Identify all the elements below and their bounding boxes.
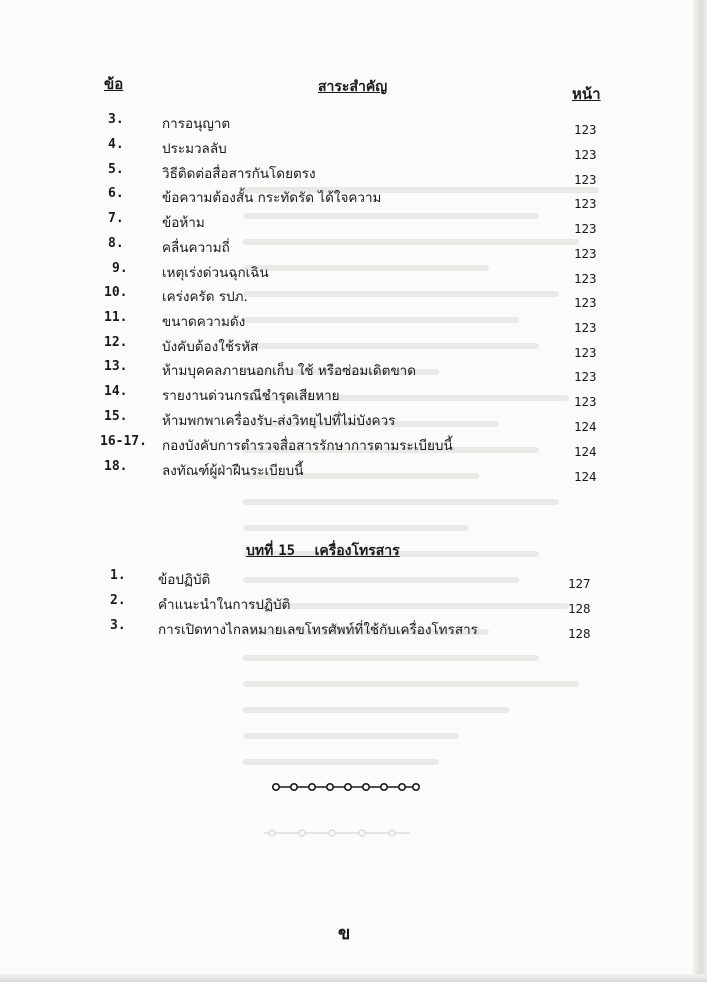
item-text: กองบังคับการตำรวจสื่อสารรักษาการตามระเบียบนี้ xyxy=(162,438,453,454)
item-text: ห้ามบุคคลภายนอกเก็บ ใช้ หรือซ่อมเดิตขาด xyxy=(162,363,417,379)
item-number: 11. xyxy=(104,310,128,325)
toc-row xyxy=(0,186,707,211)
item-page: 123 xyxy=(574,172,597,187)
item-page: 128 xyxy=(568,601,591,616)
bleed-through-divider xyxy=(262,826,412,840)
item-number: 8. xyxy=(108,236,124,251)
item-number: 16-17. xyxy=(100,434,147,449)
item-text: ห้ามพกพาเครื่องรับ-ส่งวิทยุไปที่ไม่บังควร xyxy=(162,413,396,429)
toc-row xyxy=(0,137,707,162)
item-number: 1. xyxy=(110,568,126,583)
item-text: บังคับต้องใช้รหัส xyxy=(162,339,259,355)
item-text: เหตุเร่งด่วนฉุกเฉิน xyxy=(162,265,269,281)
item-page: 124 xyxy=(574,469,597,484)
item-page: 124 xyxy=(574,444,597,459)
item-number: 7. xyxy=(108,211,124,226)
item-page: 123 xyxy=(574,147,597,162)
item-text: วิธีติดต่อสื่อสารกันโดยตรง xyxy=(162,166,316,182)
item-text: เคร่งครัด รปภ. xyxy=(162,289,248,305)
toc-row xyxy=(0,261,707,286)
item-text: ประมวลลับ xyxy=(162,141,227,157)
toc-row xyxy=(0,285,707,310)
toc-row xyxy=(0,459,707,484)
item-number: 6. xyxy=(108,186,124,201)
item-text: ข้อความต้องสั้น กระทัดรัด ได้ใจความ xyxy=(162,190,382,206)
chapter-heading xyxy=(246,540,400,562)
item-number: 12. xyxy=(104,335,128,350)
toc-row xyxy=(0,112,707,137)
item-number: 3. xyxy=(108,112,124,127)
toc-row xyxy=(0,310,707,335)
item-page: 123 xyxy=(574,246,597,261)
toc-row xyxy=(0,568,707,590)
chapter-number: 15 xyxy=(278,543,296,559)
item-text: การเปิดทางไกลหมายเลขโทรศัพท์ที่ใช้กับเครื่องโทรสาร xyxy=(158,622,478,638)
item-text: ลงทัณฑ์ผู้ฝ่าฝืนระเบียบนี้ xyxy=(162,463,304,479)
column-header-number: ข้อ xyxy=(104,75,124,93)
ornamental-divider xyxy=(270,780,420,794)
toc-row xyxy=(0,335,707,360)
toc-row xyxy=(0,384,707,409)
item-number: 3. xyxy=(110,618,126,633)
chapter-label: บทที่ xyxy=(246,543,274,559)
item-number: 2. xyxy=(110,593,126,608)
toc-row xyxy=(0,409,707,434)
page-edge-bottom xyxy=(0,974,707,982)
item-page: 127 xyxy=(568,576,591,591)
item-text: คำแนะนำในการปฏิบัติ xyxy=(158,597,291,613)
toc-row xyxy=(0,618,707,640)
toc-row xyxy=(0,236,707,261)
page-title: สาระสำคัญ xyxy=(318,79,388,95)
item-number: 9. xyxy=(112,261,128,276)
item-page: 123 xyxy=(574,122,597,137)
item-page: 123 xyxy=(574,320,597,335)
item-text: ข้อปฏิบัติ xyxy=(158,572,211,588)
page-edge-right xyxy=(693,0,707,982)
item-text: รายงานด่วนกรณีชำรุดเสียหาย xyxy=(162,388,340,404)
item-number: 4. xyxy=(108,137,124,152)
item-number: 15. xyxy=(104,409,128,424)
item-number: 18. xyxy=(104,459,128,474)
column-header-page: หน้า xyxy=(572,85,601,103)
item-page: 123 xyxy=(574,196,597,211)
item-page: 123 xyxy=(574,221,597,236)
item-number: 13. xyxy=(104,359,128,374)
chapter-title: เครื่องโทรสาร xyxy=(314,543,400,559)
page-number: ข xyxy=(338,923,351,944)
item-page: 123 xyxy=(574,271,597,286)
item-page: 123 xyxy=(574,369,597,384)
item-text: ขนาดความดัง xyxy=(162,314,246,330)
item-page: 124 xyxy=(574,419,597,434)
item-number: 5. xyxy=(108,162,124,177)
toc-row xyxy=(0,434,707,459)
item-text: คลื่นความถี่ xyxy=(162,240,230,256)
item-number: 10. xyxy=(104,285,128,300)
item-page: 123 xyxy=(574,345,597,360)
item-page: 123 xyxy=(574,295,597,310)
item-number: 14. xyxy=(104,384,128,399)
item-page: 128 xyxy=(568,626,591,641)
item-page: 123 xyxy=(574,394,597,409)
toc-row xyxy=(0,211,707,236)
toc-row xyxy=(0,162,707,187)
item-text: การอนุญาต xyxy=(162,116,231,132)
item-text: ข้อห้าม xyxy=(162,215,205,231)
toc-row xyxy=(0,593,707,615)
toc-row xyxy=(0,359,707,384)
